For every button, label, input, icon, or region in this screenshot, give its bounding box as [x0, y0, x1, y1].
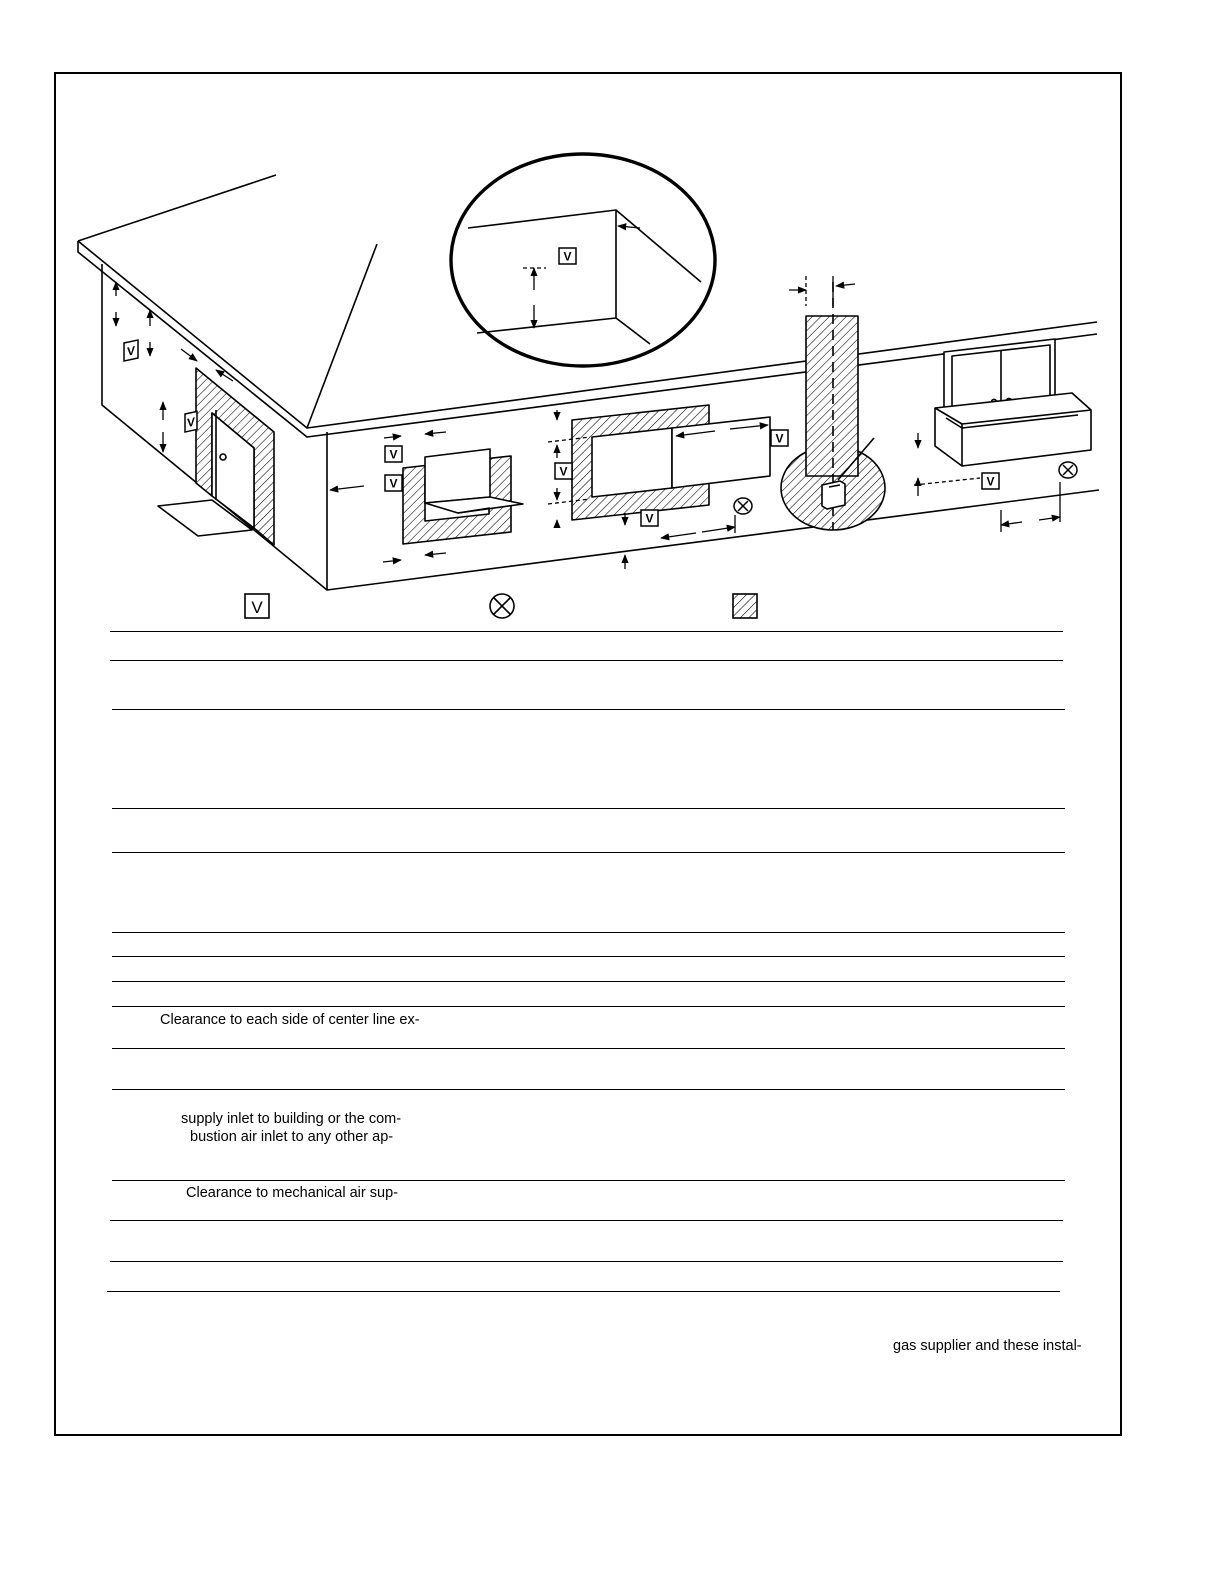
vent-terminal-icon — [185, 411, 197, 432]
table-rule — [112, 1006, 1065, 1007]
svg-text:V: V — [986, 474, 995, 489]
table-cell-row-i-line1: supply inlet to building or the com- — [181, 1111, 402, 1127]
table-rule — [112, 932, 1065, 933]
vent-terminal-icon — [559, 248, 576, 264]
svg-text:V: V — [186, 414, 196, 431]
table-rule — [112, 808, 1065, 809]
vent-terminal-icon — [385, 446, 402, 462]
footnote-text: gas supplier and these instal- — [893, 1338, 1082, 1354]
table-rule — [112, 981, 1065, 982]
table-cell-row-i-line2: bustion air inlet to any other ap- — [190, 1129, 394, 1145]
table-rule — [107, 1291, 1060, 1292]
svg-text:V: V — [775, 431, 784, 446]
svg-text:V: V — [563, 249, 572, 264]
table-rule — [112, 956, 1065, 957]
diagram-legend — [245, 594, 757, 618]
svg-text:V: V — [126, 343, 136, 359]
svg-text:V: V — [251, 598, 263, 617]
table-rule — [112, 1180, 1065, 1181]
svg-text:V: V — [645, 511, 654, 526]
svg-text:V: V — [389, 447, 398, 462]
table-rule — [112, 1089, 1065, 1090]
vent-terminal-icon — [124, 340, 138, 361]
table-cell-row-j: Clearance to mechanical air sup- — [186, 1185, 398, 1201]
vent-terminal-icon — [641, 510, 658, 526]
table-rule — [110, 631, 1063, 632]
table-rule — [112, 852, 1065, 853]
air-supply-inlet-icon — [734, 498, 752, 514]
air-supply-inlet-icon — [1059, 462, 1077, 478]
table-cell-row-e: Clearance to each side of center line ex- — [160, 1012, 420, 1028]
svg-text:V: V — [389, 476, 398, 491]
vent-terminal-icon — [385, 475, 402, 491]
svg-text:V: V — [559, 464, 568, 479]
table-rule — [112, 1048, 1065, 1049]
table-rule — [110, 660, 1063, 661]
vent-terminal-icon — [245, 594, 269, 618]
vent-terminal-icon — [982, 473, 999, 489]
table-rule — [110, 1261, 1063, 1262]
vent-terminal-icon — [771, 430, 788, 446]
hatched-area-icon — [733, 594, 757, 618]
detail-callout-circle — [451, 154, 715, 366]
air-supply-inlet-icon — [490, 594, 514, 618]
table-rule — [110, 1220, 1063, 1221]
table-rule — [112, 709, 1065, 710]
vent-terminal-icon — [555, 463, 572, 479]
